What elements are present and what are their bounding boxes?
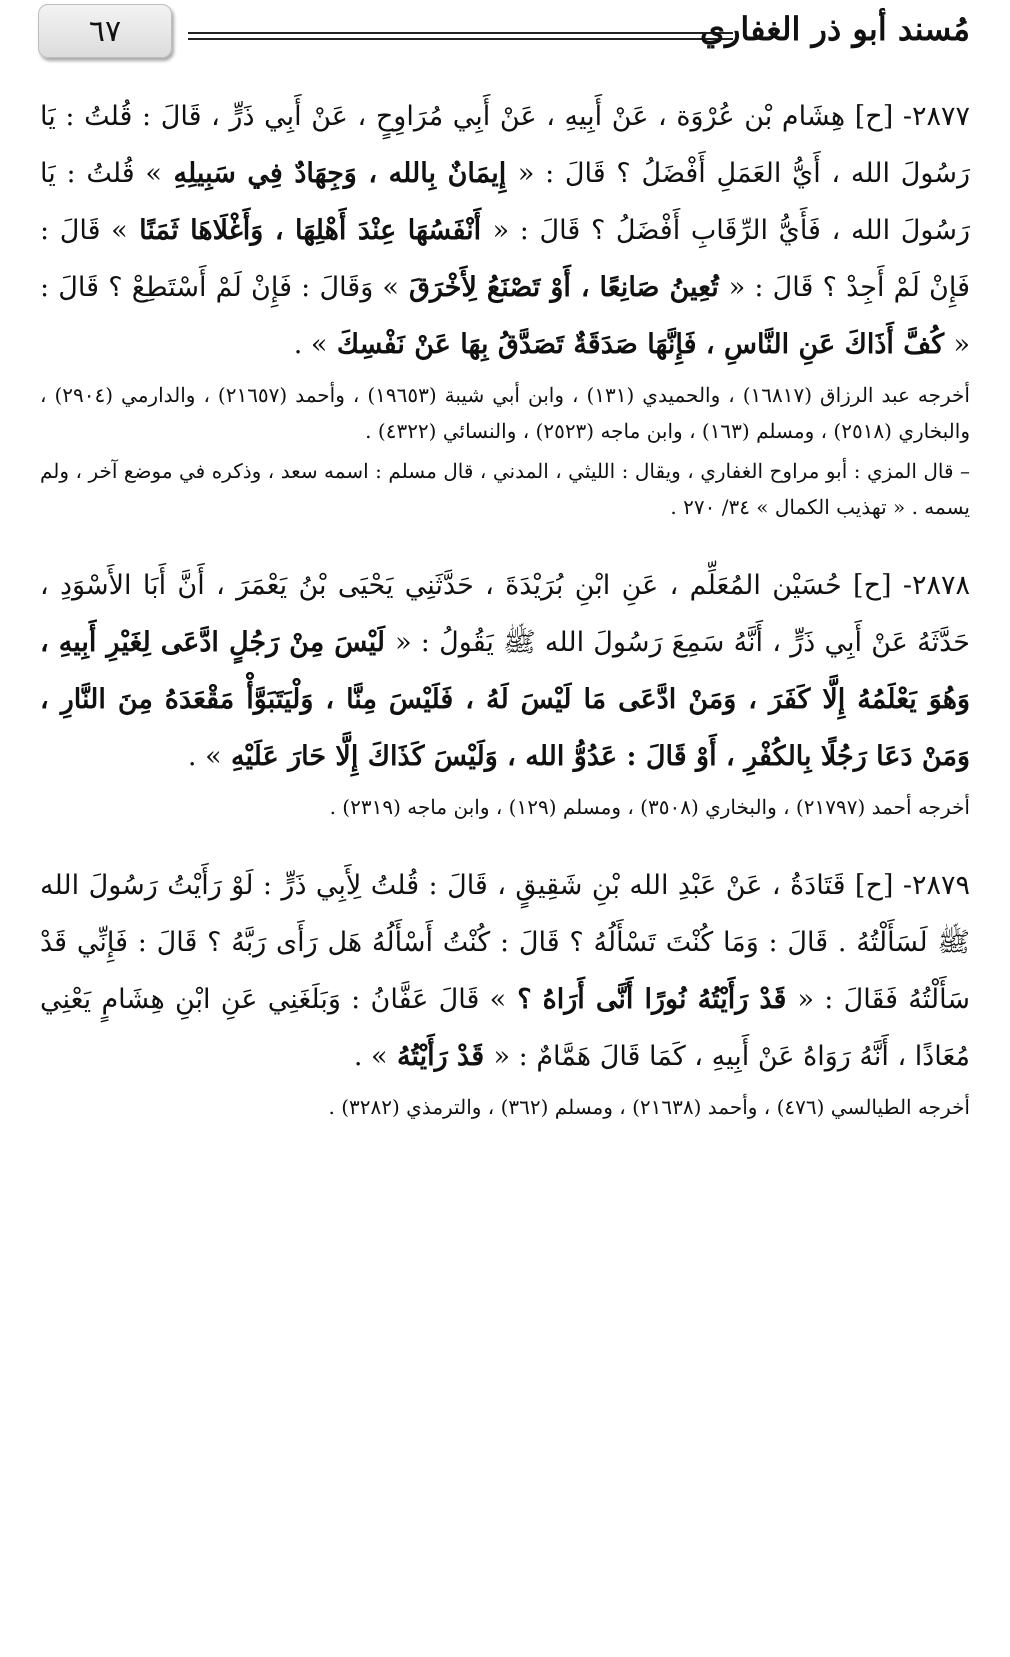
narration-text: » .	[353, 1041, 388, 1072]
prophetic-saying: لَيْسَ مِنْ رَجُلٍ ادَّعَى لِغَيْرِ أَبِيهِ ، وَهُوَ يَعْلَمُهُ إِلَّا كَفَرَ ، وَمَنْ ادَّعَى مَا لَيْسَ لَهُ ، فَلَيْسَ مِنَّا ، وَلْيَتَبَوَّأْ مَقْعَدَهُ مِنَ النَّارِ ، وَمَنْ دَعَا رَجُلًا بِالكُفْرِ ، أَوْ قَالَ : عَدُوُّ الله ، وَلَيْسَ كَذَاكَ إِلَّا حَارَ عَلَيْهِ	[40, 627, 970, 772]
narration-text: » .	[187, 741, 222, 772]
hadith-entry-2877	[40, 88, 970, 525]
hadith-text	[40, 857, 970, 1085]
page-header	[0, 0, 1010, 64]
biographical-note: – قال المزي : أبو مراوح الغفاري ، ويقال : الليثي ، المدني ، قال مسلم : اسمه سعد ، وذكره في موضع آخر ، ولم يسمه . « تهذيب الكمال » ٣٤/ ٢٧٠ .	[40, 459, 970, 519]
header-rule-bottom	[188, 38, 733, 40]
narration-text: » قَالَ : فَإِنْ لَمْ أَجِدْ ؟ قَالَ : «	[40, 215, 970, 303]
prophetic-saying: كُفَّ أَذَاكَ عَنِ النَّاسِ ، فَإِنَّهَا صَدَقَةٌ تَصَدَّقُ بِهَا عَنْ نَفْسِكَ	[327, 329, 954, 360]
narration-text: ٢٨٧٧- [ح] هِشَام بْن عُرْوَة ، عَنْ أَبِيهِ ، عَنْ أَبِي مُرَاوِحٍ ، عَنْ أَبِي ذَرٍّ ، قَالَ : قُلتُ : يَا رَسُولَ الله ، أَيُّ العَمَلِ أَفْضَلُ ؟ قَالَ : «	[40, 101, 971, 189]
narration-text: ٢٨٧٩- [ح] قَتَادَةُ ، عَنْ عَبْدِ الله بْنِ شَقِيقٍ ، قَالَ : قُلتُ لِأَبِي ذَرٍّ : لَوْ رَأَيْتُ رَسُولَ الله ﷺ لَسَأَلْتُهُ . قَالَ : وَمَا كُنْتَ تَسْأَلُهُ ؟ قَالَ : كُنْتُ أَسْأَلُهُ هَل رَأَى رَبَّهُ ؟ قَالَ : فَإِنِّي قَدْ سَأَلْتُهُ فَقَالَ : «	[40, 870, 970, 1015]
narration-text: » قَالَ عَفَّانُ : وَبَلَغَنِي عَنِ ابْنِ هِشَامٍ يَعْنِي مُعَاذًا ، أَنَّهُ رَوَاهُ عَنْ أَبِيهِ ، كَمَا قَالَ هَمَّامٌ : «	[40, 984, 970, 1072]
running-title: مُسند أبو ذر الغفاري	[699, 10, 970, 48]
narration-text: » قُلتُ : يَا رَسُولَ الله ، فَأَيُّ الرِّقَابِ أَفْضَلُ ؟ قَالَ : «	[40, 158, 970, 246]
narration-text: » وَقَالَ : فَإِنْ لَمْ أَسْتَطِعْ ؟ قَالَ : «	[40, 272, 970, 360]
narration-text: ٢٨٧٨- [ح] حُسَيْن المُعَلِّم ، عَنِ ابْنِ بُرَيْدَةَ ، حَدَّثَنِي يَحْيَى بْنُ يَعْمَرَ ، أَنَّ أَبَا الأَسْوَدِ ، حَدَّثَهُ عَنْ أَبِي ذَرٍّ ، أَنَّهُ سَمِعَ رَسُولَ الله ﷺ يَقُولُ : «	[40, 570, 970, 658]
prophetic-saying: قَدْ رَأَيْتُهُ	[387, 1041, 494, 1072]
hadith-entry-2879	[40, 857, 970, 1125]
header-rule-top	[188, 32, 733, 34]
prophetic-saying: أَنْفَسُهَا عِنْدَ أَهْلِهَا ، وَأَغْلَاهَا ثَمَنًا	[127, 215, 493, 246]
narration-text: » .	[293, 329, 328, 360]
prophetic-saying: قَدْ رَأَيْتُهُ نُورًا أَنَّى أَرَاهُ ؟	[506, 984, 798, 1015]
hadith-text	[40, 557, 970, 785]
hadith-entry-2878	[40, 557, 970, 825]
prophetic-saying: تُعِينُ صَانِعًا ، أَوْ تَصْنَعُ لِأَخْرَقَ	[398, 272, 729, 303]
hadith-text	[40, 88, 970, 373]
takhrij-note: أخرجه أحمد (٢١٧٩٧) ، والبخاري (٣٥٠٨) ، ومسلم (١٢٩) ، وابن ماجه (٢٣١٩) .	[329, 795, 970, 819]
prophetic-saying: إِيمَانٌ بِالله ، وَجِهَادٌ فِي سَبِيلِهِ	[161, 158, 518, 189]
takhrij-note: أخرجه عبد الرزاق (١٦٨١٧) ، والحميدي (١٣١) ، وابن أبي شيبة (١٩٦٥٣) ، وأحمد (٢١٦٥٧) ، والدارمي (٢٩٠٤) ، والبخاري (٢٥١٨) ، ومسلم (١٦٣) ، وابن ماجه (٢٥٢٣) ، والنسائي (٤٣٢٢) .	[40, 383, 970, 443]
page-number-tab: ٦٧	[38, 4, 172, 58]
takhrij-note: أخرجه الطيالسي (٤٧٦) ، وأحمد (٢١٦٣٨) ، ومسلم (٣٦٢) ، والترمذي (٣٢٨٢) .	[328, 1095, 970, 1119]
page-body	[40, 78, 970, 1157]
